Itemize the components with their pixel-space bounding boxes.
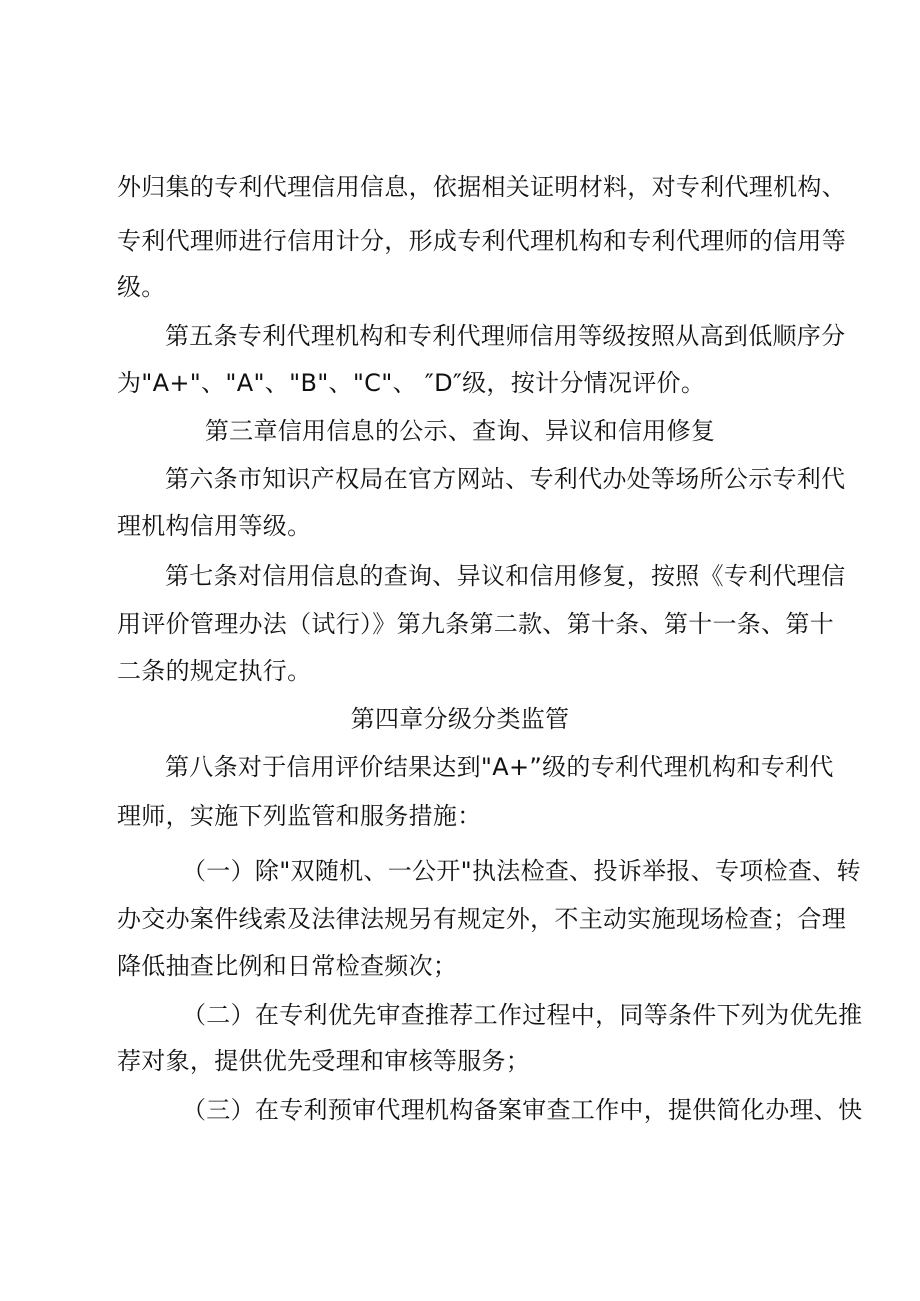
article-6-start: 第六条市知识产权局在官方网站、专利代办处等场所公示专利代 bbox=[165, 465, 846, 493]
text-line: 级。 bbox=[117, 273, 166, 301]
chapter-4-heading: 第四章分级分类监管 bbox=[350, 705, 570, 733]
item-2-start: （二）在专利优先审查推荐工作过程中，同等条件下列为优先推 bbox=[182, 1001, 863, 1029]
article-7-start: 第七条对信用信息的查询、异议和信用修复，按照《专利代理信 bbox=[165, 562, 846, 590]
text-line: 办交办案件线索及法律法规另有规定外，不主动实施现场检查；合理 bbox=[117, 905, 846, 933]
text-line: 荐对象，提供优先受理和审核等服务； bbox=[117, 1047, 531, 1075]
item-1-start: （一）除"双随机、一公开"执法检查、投诉举报、专项检查、转 bbox=[182, 857, 861, 885]
article-5-start: 第五条专利代理机构和专利代理师信用等级按照从高到低顺序分 bbox=[165, 322, 846, 350]
text-line: 为"A+"、"A"、"B"、"C"、 ″D″级，按计分情况评价。 bbox=[117, 369, 706, 397]
text-line: 外归集的专利代理信用信息，依据相关证明材料，对专利代理机构、 bbox=[117, 173, 846, 201]
text-line: 二条的规定执行。 bbox=[117, 657, 312, 685]
article-8-start: 第八条对于信用评价结果达到"A+”级的专利代理机构和专利代 bbox=[165, 753, 834, 781]
item-3-start: （三）在专利预审代理机构备案审查工作中，提供简化办理、快 bbox=[182, 1096, 863, 1124]
chapter-3-heading: 第三章信用信息的公示、查询、异议和信用修复 bbox=[204, 417, 716, 445]
text-line: 理师，实施下列监管和服务措施： bbox=[117, 802, 482, 830]
text-line: 理机构信用等级。 bbox=[117, 512, 312, 540]
text-line: 用评价管理办法（试行）》第九条第二款、第十条、第十一条、第十 bbox=[117, 610, 834, 638]
text-line: 降低抽查比例和日常检查频次； bbox=[117, 952, 458, 980]
text-line: 专利代理师进行信用计分，形成专利代理机构和专利代理师的信用等 bbox=[117, 227, 846, 255]
